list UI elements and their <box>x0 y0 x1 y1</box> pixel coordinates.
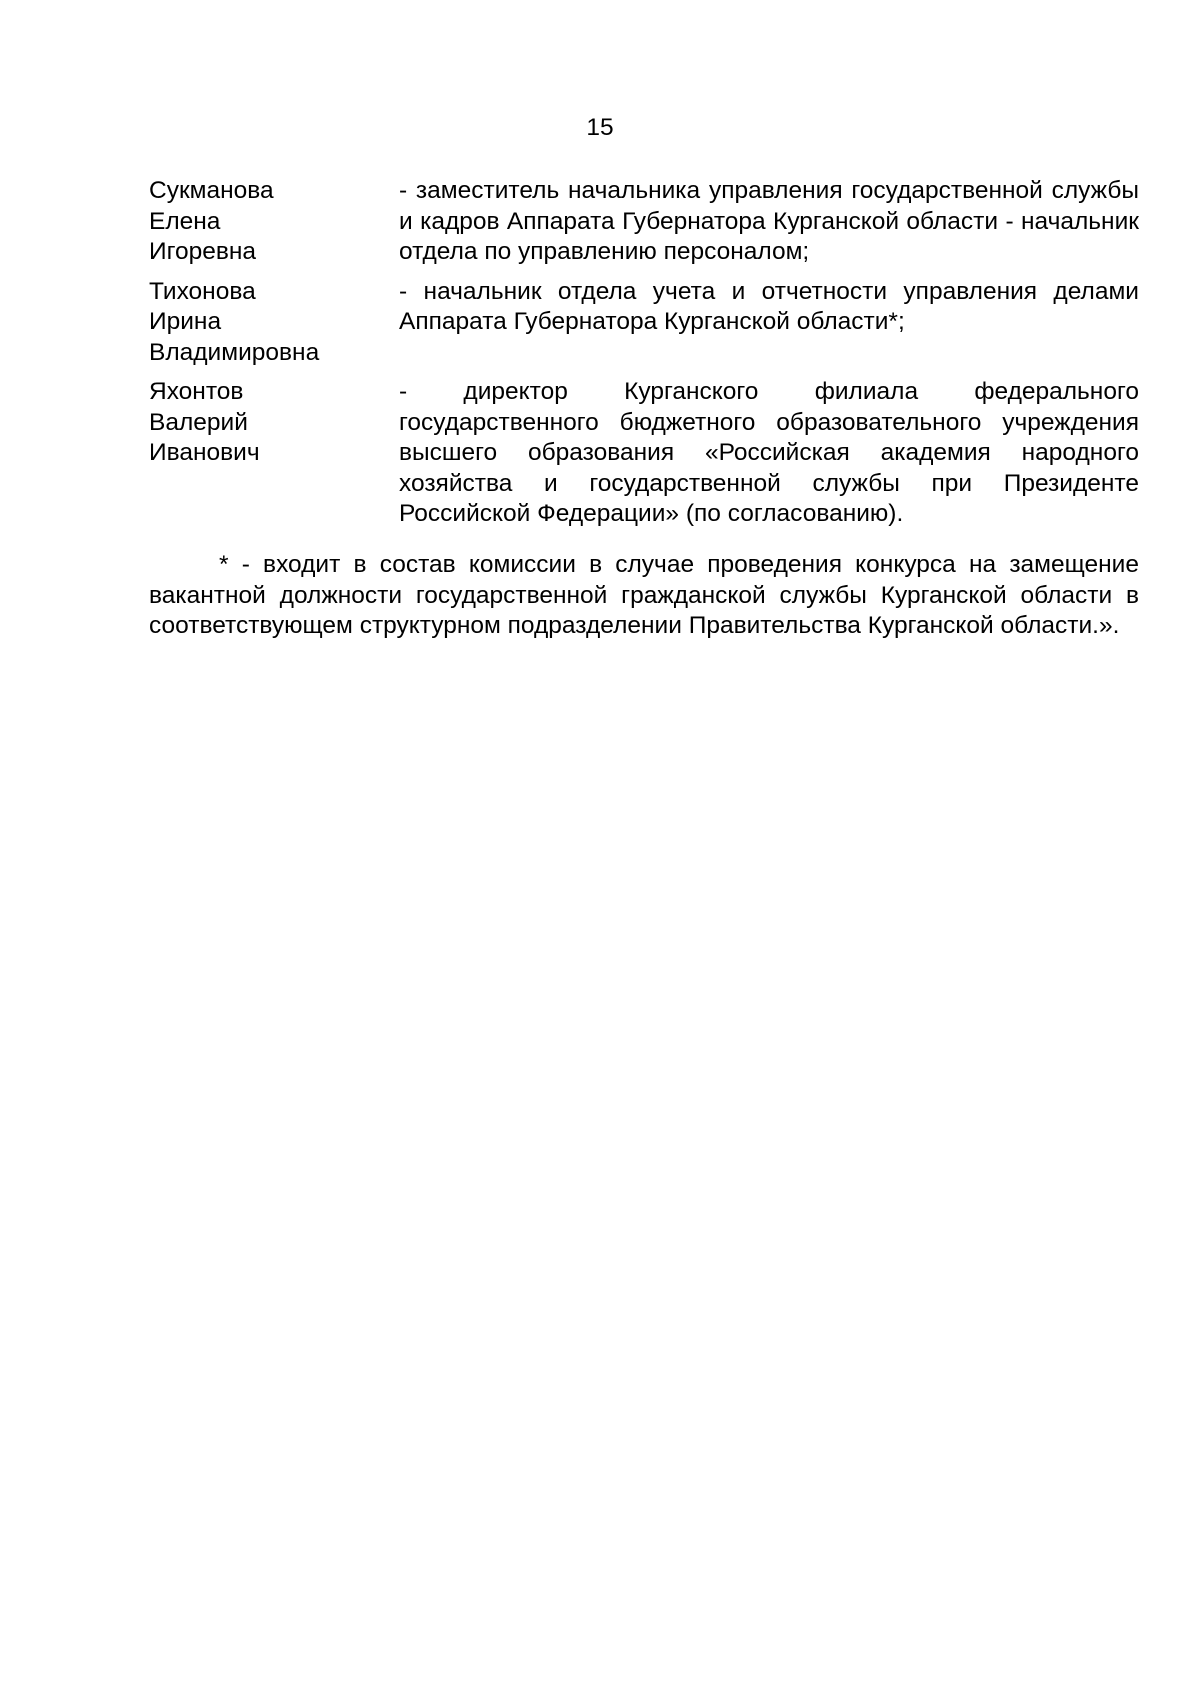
member-first-name: Елена <box>149 207 221 235</box>
member-surname: Тихонова <box>149 277 256 305</box>
member-name <box>149 277 399 369</box>
member-entry <box>149 176 1139 268</box>
member-list <box>149 176 1139 539</box>
member-name <box>149 176 399 268</box>
member-patronymic: Игоревна <box>149 238 257 265</box>
member-first-name: Ирина <box>149 308 222 335</box>
page-number: 15 <box>586 114 614 141</box>
member-role: - директор Курганского филиала федерального государственного бюджетного образовательного учреждения высшего образования «Российская академия народного хозяйства и государственной службы при Президенте Российской Федерации» (по согласованию). <box>399 378 1139 527</box>
member-patronymic: Иванович <box>149 439 260 466</box>
member-entry <box>149 277 1139 369</box>
member-role: - начальник отдела учета и отчетности управления делами Аппарата Губернатора Курганской области*; <box>399 277 1139 335</box>
member-patronymic: Владимировна <box>149 338 320 366</box>
footnote: * - входит в состав комиссии в случае проведения конкурса на замещение вакантной должности государственной гражданской службы Курганской области в соответствующем структурном подразделении Правительства Курганской области.». <box>149 551 1139 639</box>
member-name <box>149 377 399 530</box>
member-entry <box>149 377 1139 530</box>
member-surname: Сукманова <box>149 177 274 204</box>
member-first-name: Валерий <box>149 408 248 436</box>
member-role: - заместитель начальника управления государственной службы и кадров Аппарата Губернатора Курганской области - начальник отдела по управлению персоналом; <box>399 177 1139 265</box>
member-surname: Яхонтов <box>149 378 244 405</box>
